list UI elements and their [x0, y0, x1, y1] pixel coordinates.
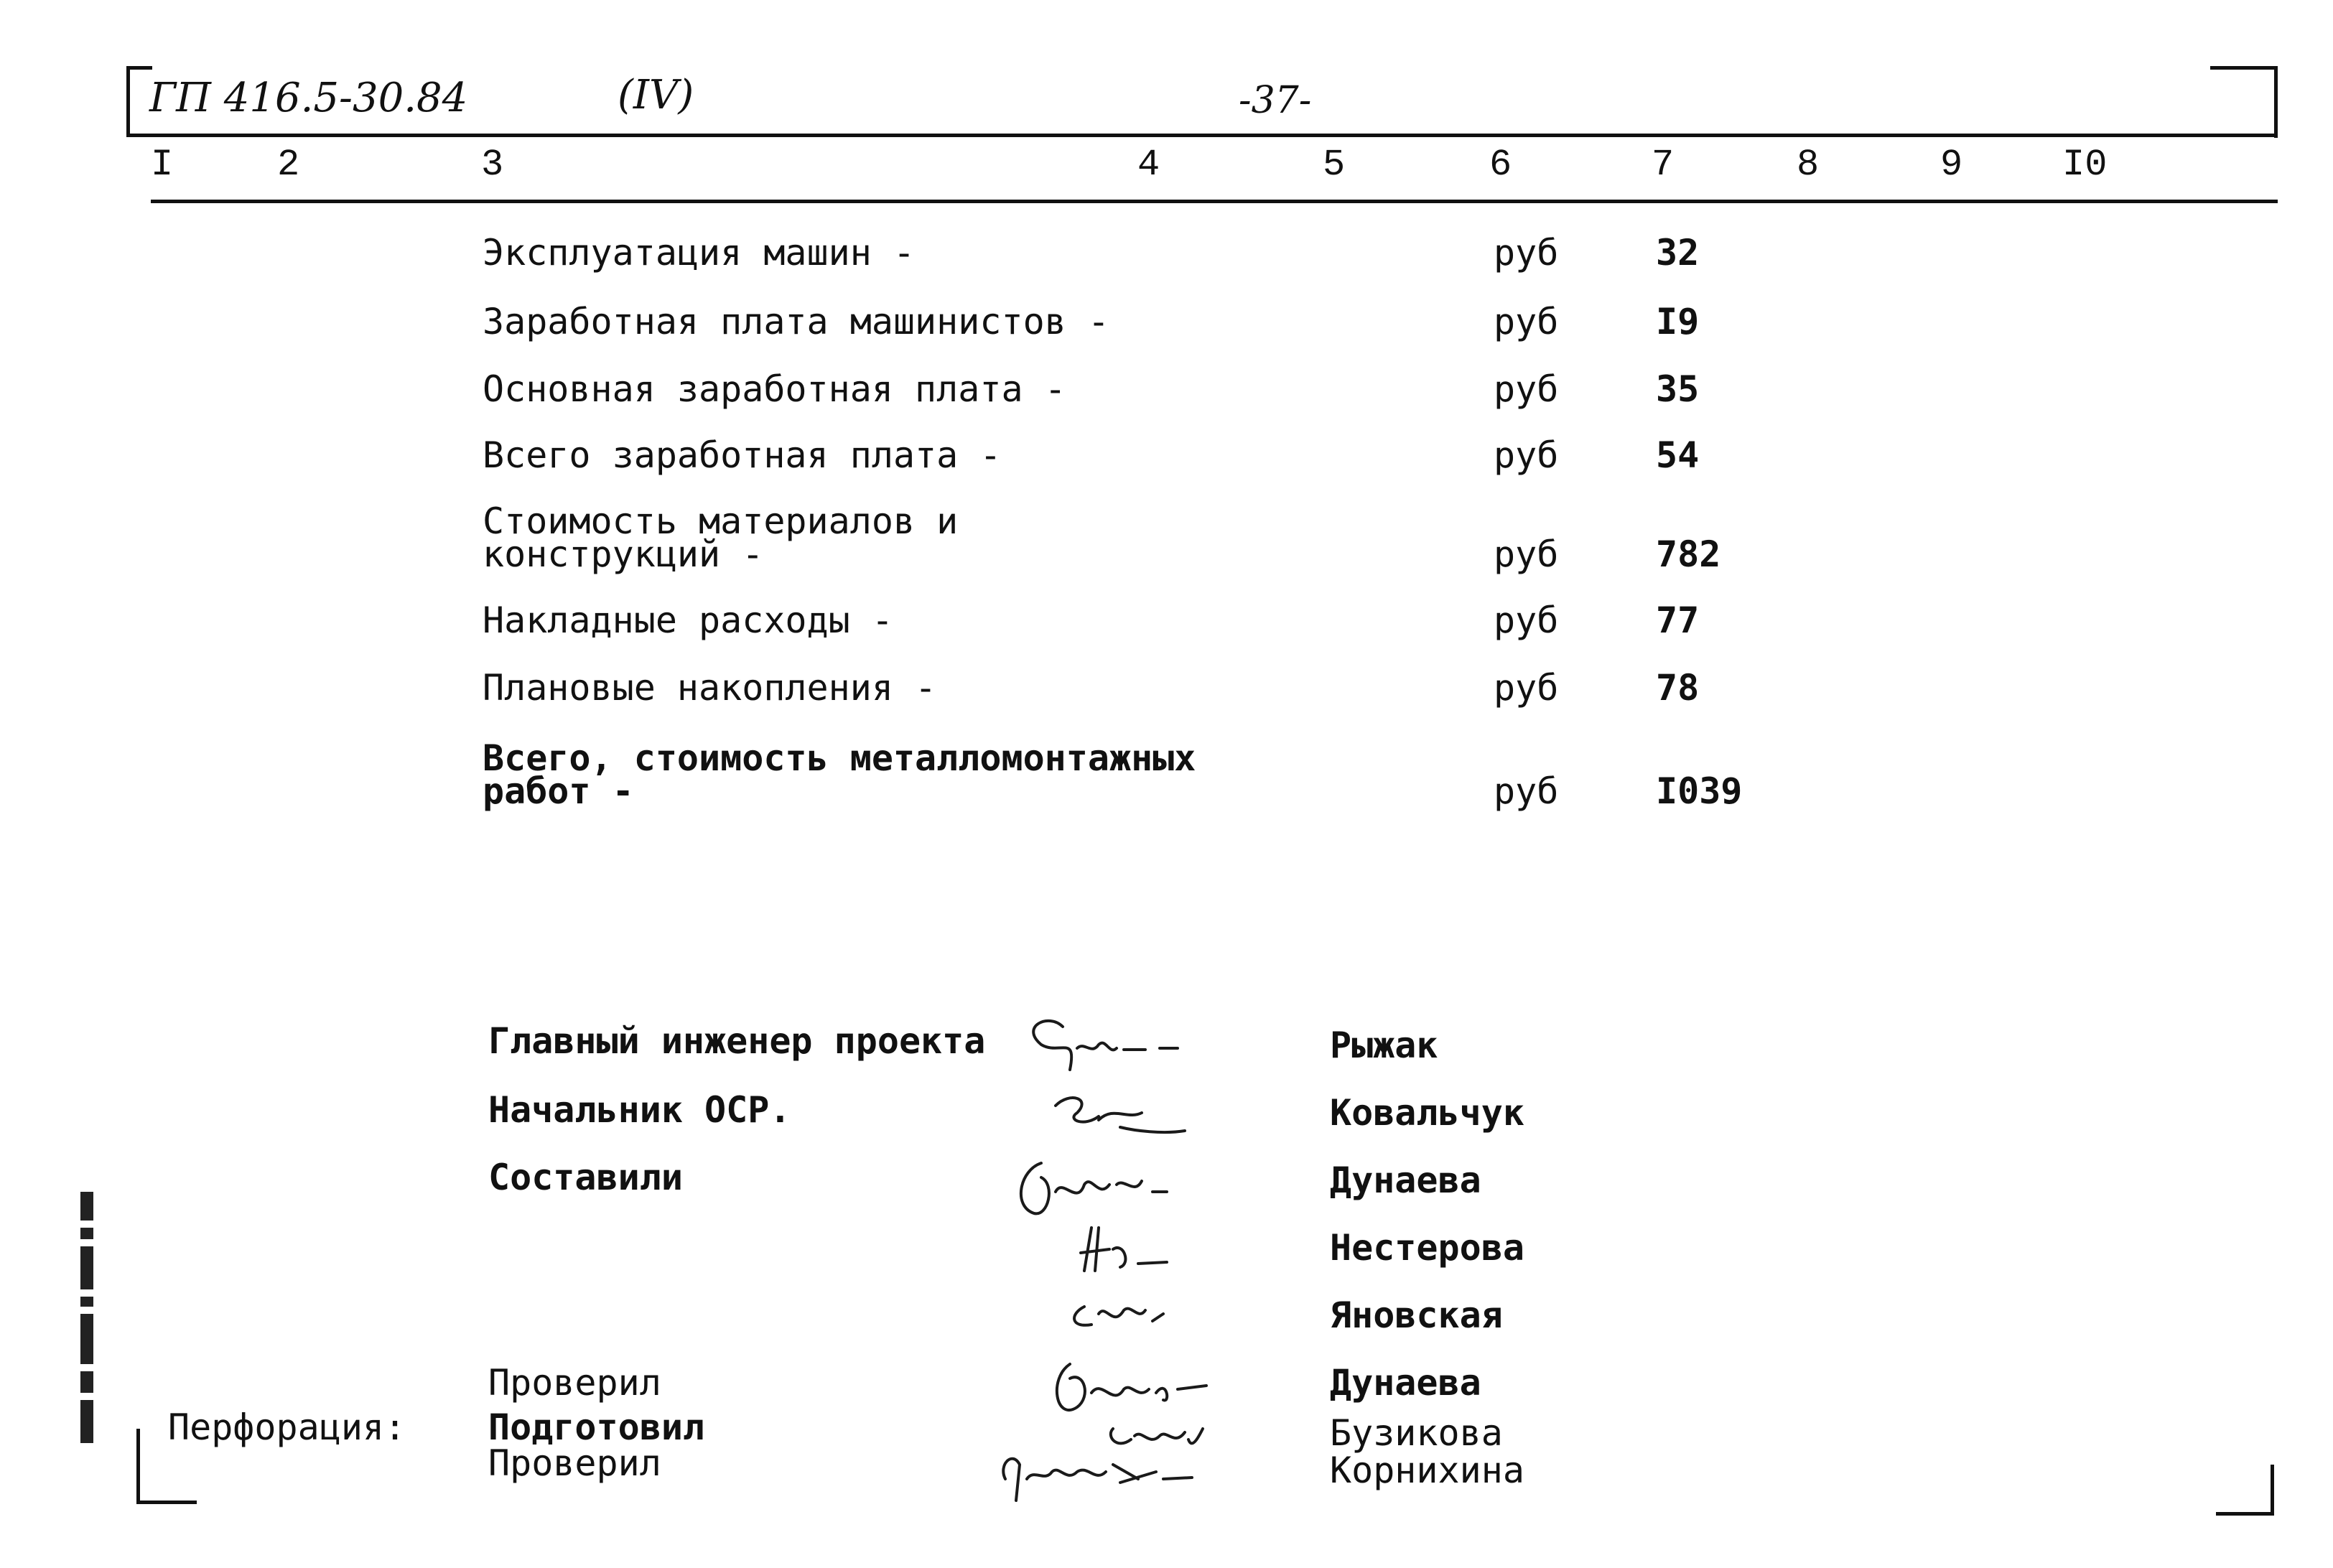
row-value: 77	[1656, 599, 1700, 641]
compiled-title: Составили	[488, 1157, 683, 1198]
row-value: 32	[1656, 232, 1700, 274]
row-unit: руб	[1494, 434, 1559, 476]
perforation-label: Перфорация:	[168, 1406, 406, 1448]
row-label: Эксплуатация машин -	[483, 232, 916, 274]
prepared-title: Подготовил	[488, 1406, 705, 1448]
column-header: I	[151, 144, 174, 186]
column-header: 8	[1797, 144, 1820, 186]
checked2-name: Корнихина	[1330, 1450, 1524, 1491]
column-header: 3	[481, 144, 504, 186]
row-value: 782	[1656, 533, 1721, 575]
frame-top-right	[2210, 66, 2278, 70]
row-unit: руб	[1494, 533, 1559, 575]
frame-right-tick	[2274, 66, 2278, 138]
compiled-name: Дунаева	[1330, 1159, 1481, 1201]
head-name: Ковальчук	[1330, 1092, 1524, 1134]
frame-top-left-stub	[126, 66, 152, 70]
row-label-line2: работ -	[483, 770, 634, 812]
handwritten-signatures	[991, 1005, 1307, 1522]
row-value: 78	[1656, 667, 1700, 709]
frame-bottom-right-vertical	[2271, 1465, 2274, 1515]
column-header: 6	[1489, 144, 1512, 186]
row-unit: руб	[1494, 301, 1559, 342]
row-label-line2: конструкций -	[483, 533, 764, 575]
doc-code: ГП 416.5-30.84	[149, 75, 468, 121]
row-label: Заработная плата машинистов -	[483, 301, 1109, 342]
frame-bottom-right-horizontal	[2216, 1512, 2274, 1516]
checked-title: Проверил	[488, 1362, 661, 1404]
chief-engineer-title: Главный инженер проекта	[488, 1020, 986, 1062]
column-header: 7	[1652, 144, 1675, 186]
prepared-name: Бузикова	[1330, 1412, 1503, 1454]
frame-bottom-left-horizontal	[136, 1501, 197, 1504]
row-value: I039	[1656, 770, 1743, 812]
row-unit: руб	[1494, 599, 1559, 641]
album-number: (IV)	[618, 72, 694, 118]
row-unit: руб	[1494, 770, 1559, 812]
side-stamp	[78, 1192, 98, 1450]
frame-bottom-left-vertical	[136, 1429, 140, 1503]
row-label: Основная заработная плата -	[483, 368, 1066, 410]
row-unit: руб	[1494, 232, 1559, 274]
row-unit: руб	[1494, 667, 1559, 709]
row-value: 35	[1656, 368, 1700, 410]
row-label: Накладные расходы -	[483, 599, 893, 641]
row-label: Всего заработная плата -	[483, 434, 1002, 476]
row-unit: руб	[1494, 368, 1559, 410]
row-label: Плановые накопления -	[483, 667, 937, 709]
compiled-name: Яновская	[1330, 1294, 1503, 1336]
column-header: 2	[277, 144, 300, 186]
column-header: I0	[2062, 144, 2108, 186]
row-value: 54	[1656, 434, 1700, 476]
chief-engineer-name: Рыжак	[1330, 1025, 1438, 1066]
header-rule-bottom	[151, 200, 2278, 203]
head-title: Начальник ОСР.	[488, 1089, 791, 1131]
checked-name: Дунаева	[1330, 1362, 1481, 1404]
header-rule-top	[126, 134, 2278, 137]
column-header: 4	[1137, 144, 1160, 186]
checked2-title: Проверил	[488, 1442, 661, 1484]
page-number: -37-	[1239, 79, 1312, 122]
row-label-line1: Всего, стоимость металломонтажных	[483, 737, 1196, 779]
compiled-name: Нестерова	[1330, 1227, 1524, 1269]
column-header: 5	[1323, 144, 1346, 186]
frame-left-tick	[126, 66, 130, 135]
row-label-line1: Стоимость материалов и	[483, 500, 959, 542]
column-header: 9	[1940, 144, 1963, 186]
row-value: I9	[1656, 301, 1700, 342]
